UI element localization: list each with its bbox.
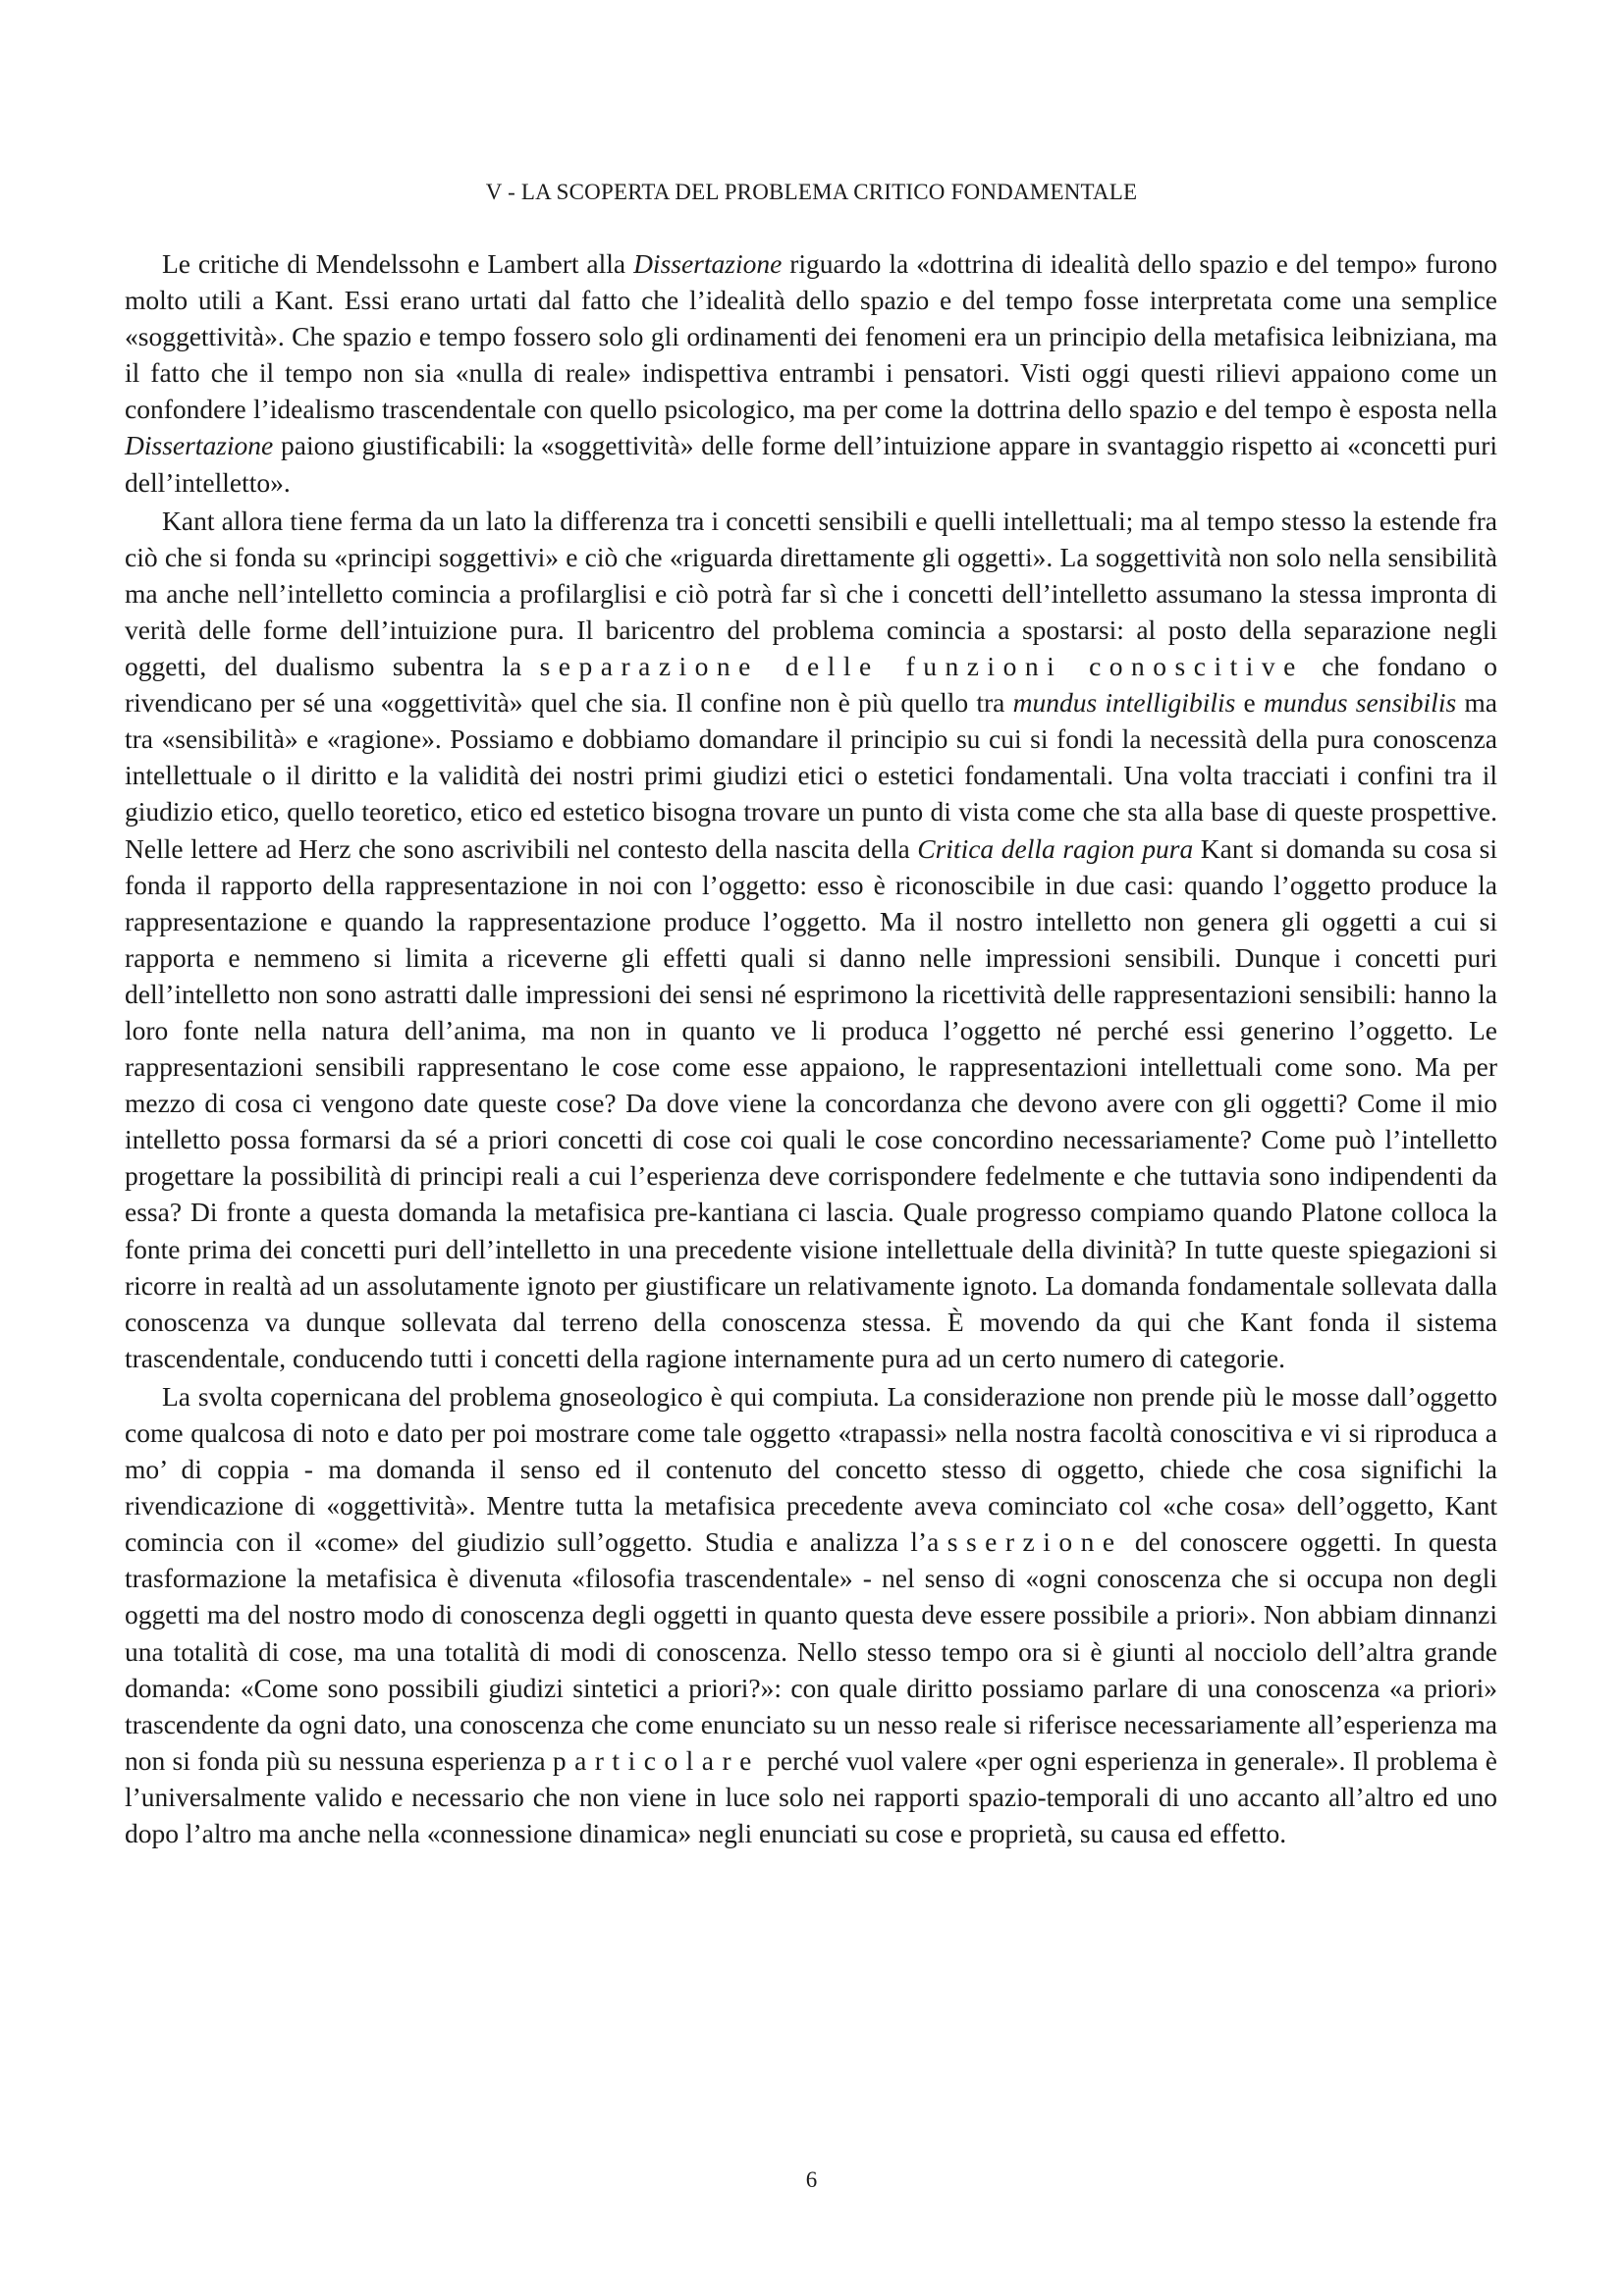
body-text xyxy=(125,245,1497,1851)
text-segment: che fondano o rivendicano per sé una «oggettività» quel che sia. Il confine non è più quello tra xyxy=(125,651,1498,719)
paragraph-3 xyxy=(125,1378,1497,1851)
text-segment: Kant si domanda su cosa si fonda il rapporto della rappresentazione in noi con l’oggetto: esso è riconoscibile in due casi: quando l’oggetto produce la rappresentazione e quando la rappresentazione produce l’oggetto. Ma il nostro intelletto non genera gli oggetti a cui si rapporta e nemmeno si limita a riceverne gli effetti quali si danno nelle impressioni sensibili. Dunque i concetti puri dell’intelletto non sono astratti dalle impressioni dei sensi né esprimono la ricettività delle rappresentazioni sensibili: hanno la loro fonte nella natura dell’anima, ma non in quanto ve li produca l’oggetto né perché essi generino l’oggetto. Le rappresentazioni sensibili rappresentano le cose come esse appaiono, le rappresentazioni intellettuali come sono. Ma per mezzo di cosa ci vengono date queste cose? Da dove viene la concordanza che devono avere con gli oggetti? Come il mio intelletto possa formarsi da sé a priori concetti di cose coi quali le cose concordino necessariamente? Come può l’intelletto progettare la possibilità di principi reali a cui l’esperienza deve corrispondere fedelmente e che tuttavia sono indipendenti da essa? Di fronte a questa domanda la metafisica pre-kantiana ci lascia. Quale progresso compiamo quando Platone colloca la fonte prima dei concetti puri dell’intelletto in una precedente visione intellettuale della divinità? In tutte queste spiegazioni si ricorre in realtà ad un assolutamente ignoto per giustificare un relativamente ignoto. La domanda fondamentale sollevata dalla conoscenza va dunque sollevata dal terreno della conoscenza stessa. È movendo da qui che Kant fonda il sistema trascendentale, conducendo tutti i concetti della ragione internamente pura ad un certo numero di categorie. xyxy=(125,832,1497,1373)
text-segment: del conoscere oggetti. In questa trasformazione la metafisica è divenuta «filosofia trascendentale» - nel senso di «ogni conoscenza che si occupa non degli oggetti ma del nostro modo di conoscenza degli oggetti in quanto questa deve essere possibile a priori». Non abbiam dinnanzi una totalità di cose, ma una totalità di modi di conoscenza. Nello stesso tempo ora si è giunti al nocciolo dell’altra grande domanda: «Come sono possibili giudizi sintetici a priori?»: con quale diritto possiamo parlare di una conoscenza «a priori» trascendente da ogni dato, una conoscenza che come enunciato su un nesso reale si riferisce necessariamente all’esperienza ma non si fonda più su nessuna esperienza xyxy=(125,1526,1497,1776)
text-segment: riguardo la «dottrina di idealità dello spazio e del tempo» furono molto utili a Kant. Essi erano urtati dal fatto che l’idealità dello spazio e del tempo fosse interpretata come una semplice «soggettività». Che spazio e tempo fossero solo gli ordinamenti dei fenomeni era un principio della metafisica leibniziana, ma il fatto che il tempo non sia «nulla di reale» indispettiva entrambi i pensatori. Visti oggi questi rilievi appaiono come un confondere l’idealismo trascendentale con quello psicologico, ma per come la dottrina dello spazio e del tempo è esposta nella xyxy=(125,248,1497,425)
italic-title-critica: Critica della ragion pura xyxy=(917,832,1194,864)
text-segment: perché vuol valere «per ogni esperienza in generale». Il problema è l’universalmente valido e necessario che non viene in luce solo nei rapporti spazio-temporali di uno accanto all’altro ed uno dopo l’altro ma anche nella «connessione dinamica» negli enunciati su cose e proprietà, su causa ed effetto. xyxy=(125,1744,1497,1849)
paragraph-1 xyxy=(125,245,1497,501)
emphasis-spaced: particolare xyxy=(552,1744,760,1776)
text-segment: paiono giustificabili: la «soggettività» delle forme dell’intuizione appare in svantaggio rispetto ai «concetti puri dell’intelletto». xyxy=(125,430,1497,498)
italic-term: mundus sensibilis xyxy=(1264,687,1457,719)
emphasis-spaced: asserzione xyxy=(927,1526,1123,1558)
chapter-title: V - LA SCOPERTA DEL PROBLEMA CRITICO FONDAMENTALE xyxy=(485,180,1138,204)
text-segment: Kant allora tiene ferma da un lato la differenza tra i concetti sensibili e quelli intellettuali; ma al tempo stesso la estende fra ciò che si fonda su «principi soggettivi» e ciò che «riguarda direttamente gli oggetti». La soggettività non solo nella sensibilità ma anche nell’intelletto comincia a profilarglisi e ciò potrà far sì che i concetti dell’intelletto assumano la stessa impronta di verità delle forme dell’intuizione pura. Il baricentro del problema comincia a spostarsi: al posto della separazione negli oggetti, del dualismo subentra la xyxy=(125,505,1497,682)
emphasis-spaced: separazione delle funzioni conoscitive xyxy=(539,651,1304,682)
italic-title-dissertazione: Dissertazione xyxy=(633,248,783,279)
paragraph-2 xyxy=(125,503,1497,1376)
text-segment: Le critiche di Mendelssohn e Lambert alla xyxy=(162,248,634,279)
italic-term: mundus intelligibilis xyxy=(1012,687,1236,719)
text-segment: e xyxy=(1235,687,1264,719)
text-segment: La svolta copernicana del problema gnoseologico è qui compiuta. La considerazione non prende più le mosse dall’oggetto come qualcosa di noto e dato per poi mostrare come tale oggetto «trapassi» nella nostra facoltà conoscitiva e vi si riproduca a mo’ di coppia - ma domanda il senso ed il contenuto del concetto stesso di oggetto, chiede che cosa significhi la rivendicazione di «oggettività». Mentre tutta la metafisica precedente aveva cominciato col «che cosa» dell’oggetto, Kant comincia con il «come» del giudizio sull’oggetto. Studia e analizza l’ xyxy=(125,1380,1497,1558)
page-number: 6 xyxy=(805,2167,818,2192)
text-segment: ma tra «sensibilità» e «ragione». Possiamo e dobbiamo domandare il principio su cui si fondi la necessità della pura conoscenza intellettuale o il diritto e la validità dei nostri primi giudizi etici o estetici fondamentali. Una volta tracciati i confini tra il giudizio etico, quello teoretico, etico ed estetico bisogna trovare un punto di vista come che sta alla base di queste prospettive. Nelle lettere ad Herz che sono ascrivibili nel contesto della nascita della xyxy=(125,687,1497,864)
italic-title-dissertazione: Dissertazione xyxy=(125,430,274,461)
